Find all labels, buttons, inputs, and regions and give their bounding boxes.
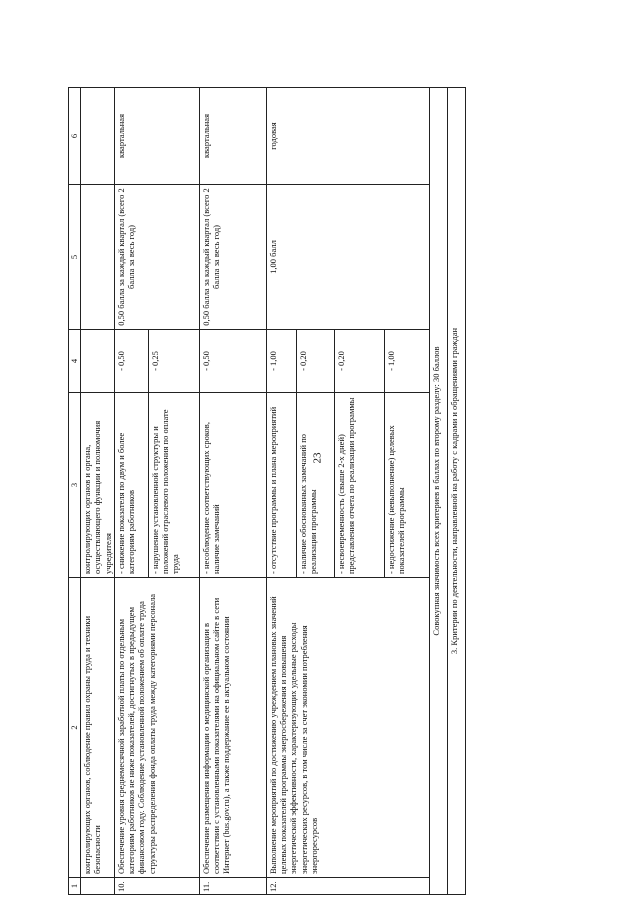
points-cell: - 1,00 bbox=[266, 330, 296, 393]
criterion-cell: Обеспечение уровня среднемесячной заработной платы по отдельным категориям работников не ниже показателей, достигнутых в предыдущем финансовом году. Соблюдение установленной положением об оплате труда структуры распределения фонда оплаты труда между категориями персонала bbox=[114, 578, 199, 878]
condition-cell: - недостижение (невыполнение) целевых показателей программы bbox=[384, 393, 429, 578]
table-row bbox=[266, 88, 296, 895]
total-row bbox=[429, 88, 447, 895]
total-text: Совокупная значимость всех критериев в баллах по второму разделу: 30 баллов bbox=[429, 88, 447, 895]
header-col-2: 2 bbox=[69, 578, 81, 878]
section-heading-row bbox=[447, 88, 465, 895]
max-points-cell: 0,50 балла за каждый квартал (всего 2 балла за весь год) bbox=[199, 185, 266, 330]
condition-cell: - отсутствие программы и плана мероприятий bbox=[266, 393, 296, 578]
points-cell bbox=[81, 330, 115, 393]
points-cell: - 0,50 bbox=[199, 330, 266, 393]
condition-cell: - несоблюдение соответствующих сроков, наличие замечаний bbox=[199, 393, 266, 578]
header-col-6: 6 bbox=[69, 88, 81, 185]
points-cell: - 0,20 bbox=[334, 330, 384, 393]
row-number: 12. bbox=[266, 878, 429, 895]
condition-cell: - несвоевременность (свыше 2-х дней) представления отчета по реализации программы bbox=[334, 393, 384, 578]
row-number bbox=[81, 878, 115, 895]
rotated-table-container bbox=[68, 88, 465, 895]
periodicity-cell: годовая bbox=[266, 88, 429, 185]
header-col-3: 3 bbox=[69, 393, 81, 578]
criterion-cell: Выполнение мероприятий по достижению учреждением плановых значений целевых показателей программы энергосбережения и повышения энергетической эффективности, характеризующих удельные расходы энергетических ресурсов, в том числе за счет экономии потребления энергоресурсов bbox=[266, 578, 429, 878]
row-number: 11. bbox=[199, 878, 266, 895]
page-number: 23 bbox=[311, 452, 324, 464]
periodicity-cell: квартальная bbox=[114, 88, 199, 185]
points-cell: - 1,00 bbox=[384, 330, 429, 393]
header-col-5: 5 bbox=[69, 185, 81, 330]
header-col-4: 4 bbox=[69, 330, 81, 393]
header-col-1: 1 bbox=[69, 878, 81, 895]
max-points-cell bbox=[81, 185, 115, 330]
table-row bbox=[114, 88, 148, 895]
table-row bbox=[199, 88, 266, 895]
max-points-cell: 0,50 балла за каждый квартал (всего 2 балла за весь год) bbox=[114, 185, 199, 330]
points-cell: - 0,50 bbox=[114, 330, 148, 393]
table-row-continuation bbox=[81, 88, 115, 895]
header-row bbox=[69, 88, 81, 895]
condition-cell: - нарушение установленной структуры и положений отраслевого положения по оплате труда bbox=[148, 393, 199, 578]
criteria-table bbox=[68, 87, 466, 895]
periodicity-cell: квартальная bbox=[199, 88, 266, 185]
row-number: 10. bbox=[114, 878, 199, 895]
criterion-cell: контролирующих органов, соблюдение правил охраны труда и техники безопасности bbox=[81, 578, 115, 878]
condition-cell: - наличие обоснованных замечаний по реализации программы bbox=[296, 393, 334, 578]
max-points-cell: 1,00 балл bbox=[266, 185, 429, 330]
points-cell: - 0,20 bbox=[296, 330, 334, 393]
section-3-heading: 3. Критерии по деятельности, направленной на работу с кадрами и обращениями граждан bbox=[447, 88, 465, 895]
condition-cell: - снижение показателя по двум и более категориям работников bbox=[114, 393, 148, 578]
criterion-cell: Обеспечение размещения информации о медицинской организации в соответствии с установленными показателями на официальном сайте в сети Интернет (bus.gov.ru), а также поддержание ее в актуальном состоянии bbox=[199, 578, 266, 878]
periodicity-cell bbox=[81, 88, 115, 185]
points-cell: - 0,25 bbox=[148, 330, 199, 393]
condition-cell: контролирующих органов и органа, осуществляющего функции и полномочия учредителя bbox=[81, 393, 115, 578]
